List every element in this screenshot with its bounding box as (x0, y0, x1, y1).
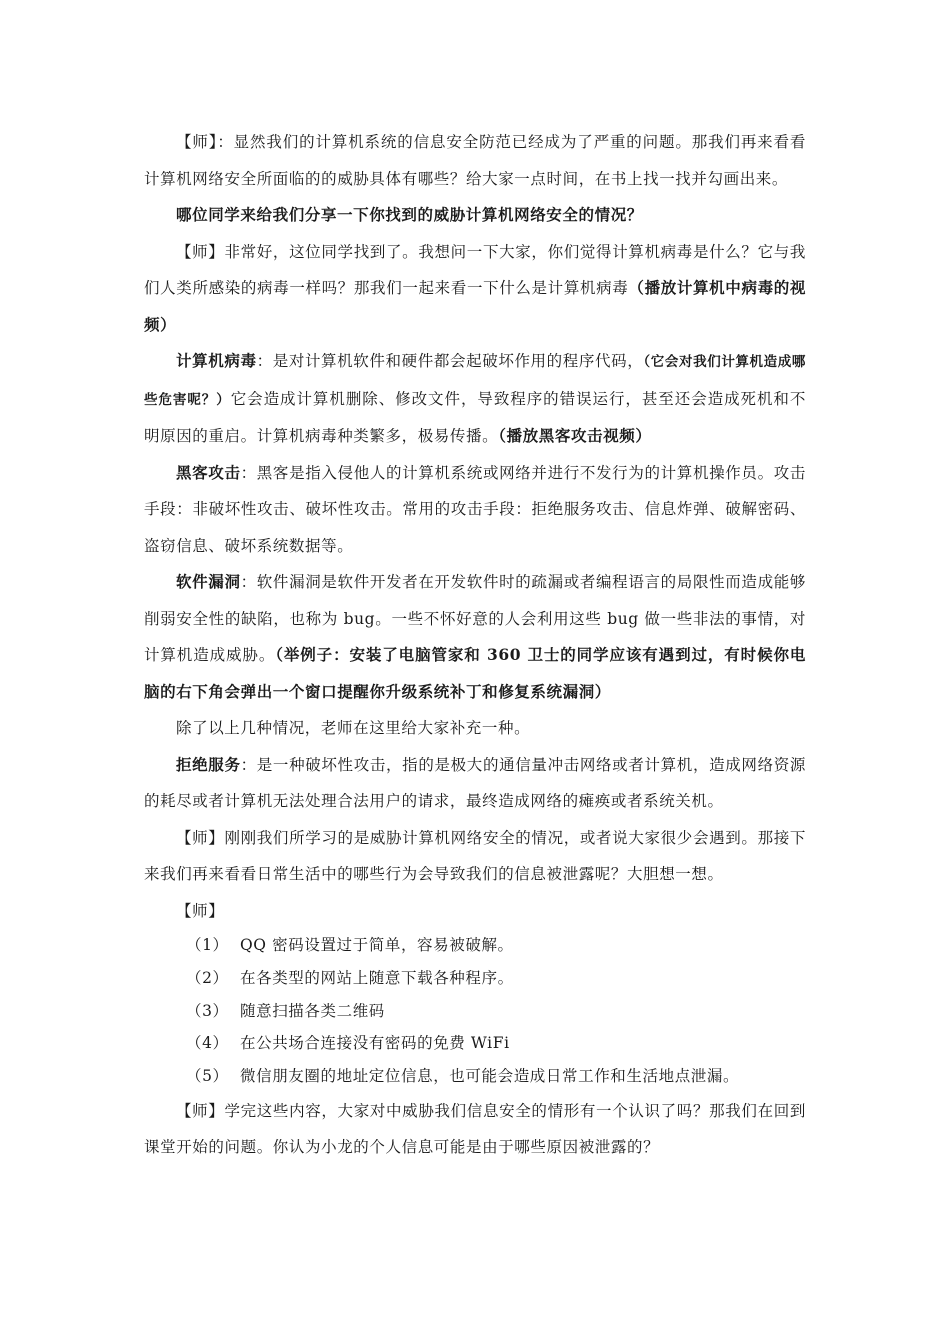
list-item (144, 1027, 806, 1060)
list-item-number: （3） (186, 1001, 229, 1020)
play-hacker-video-note: （播放黑客攻击视频） (498, 426, 652, 445)
hacker-attack-definition: ：黑客是指入侵他人的计算机系统或网络并进行不发行为的计算机操作员。攻击手段：非破坏性攻击、破坏性攻击。常用的攻击手段：拒绝服务攻击、信息炸弹、破解密码、盗窃信息、破坏系统数据等。 (144, 463, 806, 555)
paragraph-computer-virus (144, 343, 806, 455)
play-virus-video-note: （播放计算机中病毒的视频） (144, 278, 806, 334)
example-note: （举例子：安装了电脑管家和 360 卫士的同学应该有遇到过，有时候你电脑的右下角会弹出一个窗口提醒你升级系统补丁和修复系统漏洞） (144, 645, 806, 701)
paragraph-denial-of-service (144, 747, 806, 820)
paragraph-conclusion: 【师】学完这些内容，大家对中威胁我们信息安全的情形有一个认识了吗？那我们在回到课堂开始的问题。你认为小龙的个人信息可能是由于哪些原因被泄露的？ (144, 1101, 806, 1157)
document-page (144, 124, 806, 1166)
paragraph-teacher-label: 【师】 (176, 901, 225, 920)
list-item (144, 929, 806, 962)
list-item-number: （1） (186, 936, 229, 954)
paragraph-software-vulnerability (144, 564, 806, 710)
paragraph-teacher-intro: 【师】：显然我们的计算机系统的信息安全防范已经成为了严重的问题。那我们再来看看计算机网络安全所面临的的威胁具体有哪些？给大家一点时间，在书上找一找并勾画出来。 (144, 133, 806, 188)
list-item-text: QQ 密码设置过于简单，容易被破解。 (240, 936, 514, 954)
list-item-text: 在公共场合连接没有密码的免费 WiFi (240, 1034, 510, 1053)
list-item (144, 1060, 806, 1093)
denial-of-service-definition: ：是一种破坏性攻击，指的是极大的通信量冲击网络或者计算机，造成网络资源的耗尽或者计算机无法处理合法用户的请求，最终造成网络的瘫痪或者系统关机。 (144, 755, 806, 810)
computer-virus-definition: ：是对计算机软件和硬件都会起破坏作用的程序代码， (256, 352, 644, 370)
list-item-text: 微信朋友圈的地址定位信息，也可能会造成日常工作和生活地点泄漏。 (240, 1067, 740, 1086)
term-hacker-attack: 黑客攻击 (176, 462, 241, 482)
list-item-number: （5） (186, 1067, 229, 1086)
list-item-text: 在各类型的网站上随意下载各种程序。 (240, 968, 514, 987)
list-item-number: （2） (186, 968, 229, 987)
paragraph-supplement: 除了以上几种情况，老师在这里给大家补充一种。 (176, 719, 531, 737)
term-denial-of-service: 拒绝服务 (176, 754, 241, 774)
list-item-number: （4） (186, 1034, 229, 1053)
term-software-vulnerability: 软件漏洞 (176, 572, 241, 591)
paragraph-daily-life-question: 【师】刚刚我们所学习的是威胁计算机网络安全的情况，或者说大家很少会遇到。那接下来我们再来看看日常生活中的哪些行为会导致我们的信息被泄露呢？大胆想一想。 (144, 828, 806, 883)
list-item-text: 随意扫描各类二维码 (240, 1001, 385, 1020)
computer-virus-effects: 它会造成计算机删除、修改文件，导致程序的错误运行，甚至还会造成死机和不明原因的重启。计算机病毒种类繁多，极易传播。 (144, 389, 806, 445)
paragraph-question: 哪位同学来给我们分享一下你找到的威胁计算机网络安全的情况？ (176, 205, 643, 224)
virus-question-text: 【师】非常好，这位同学找到了。我想问一下大家，你们觉得计算机病毒是什么？它与我们人类所感染的病毒一样吗？那我们一起来看一下什么是计算机病毒 (144, 242, 806, 297)
paragraph-hacker-attack (144, 455, 806, 565)
paragraph-virus-question (144, 234, 806, 344)
term-computer-virus: 计算机病毒 (176, 351, 257, 370)
leak-behaviors-list (144, 929, 806, 1093)
software-vulnerability-definition: ：软件漏洞是软件开发者在开发软件时的疏漏或者编程语言的局限性而造成能够削弱安全性的缺陷，也称为 bug。一些不怀好意的人会利用这些 bug 做一些非法的事情，对计算机造成威胁。 (144, 573, 806, 664)
list-item (144, 995, 806, 1028)
virus-harm-note: （它会对我们计算机造成哪些危害呢？） (144, 354, 806, 408)
list-item (144, 962, 806, 995)
